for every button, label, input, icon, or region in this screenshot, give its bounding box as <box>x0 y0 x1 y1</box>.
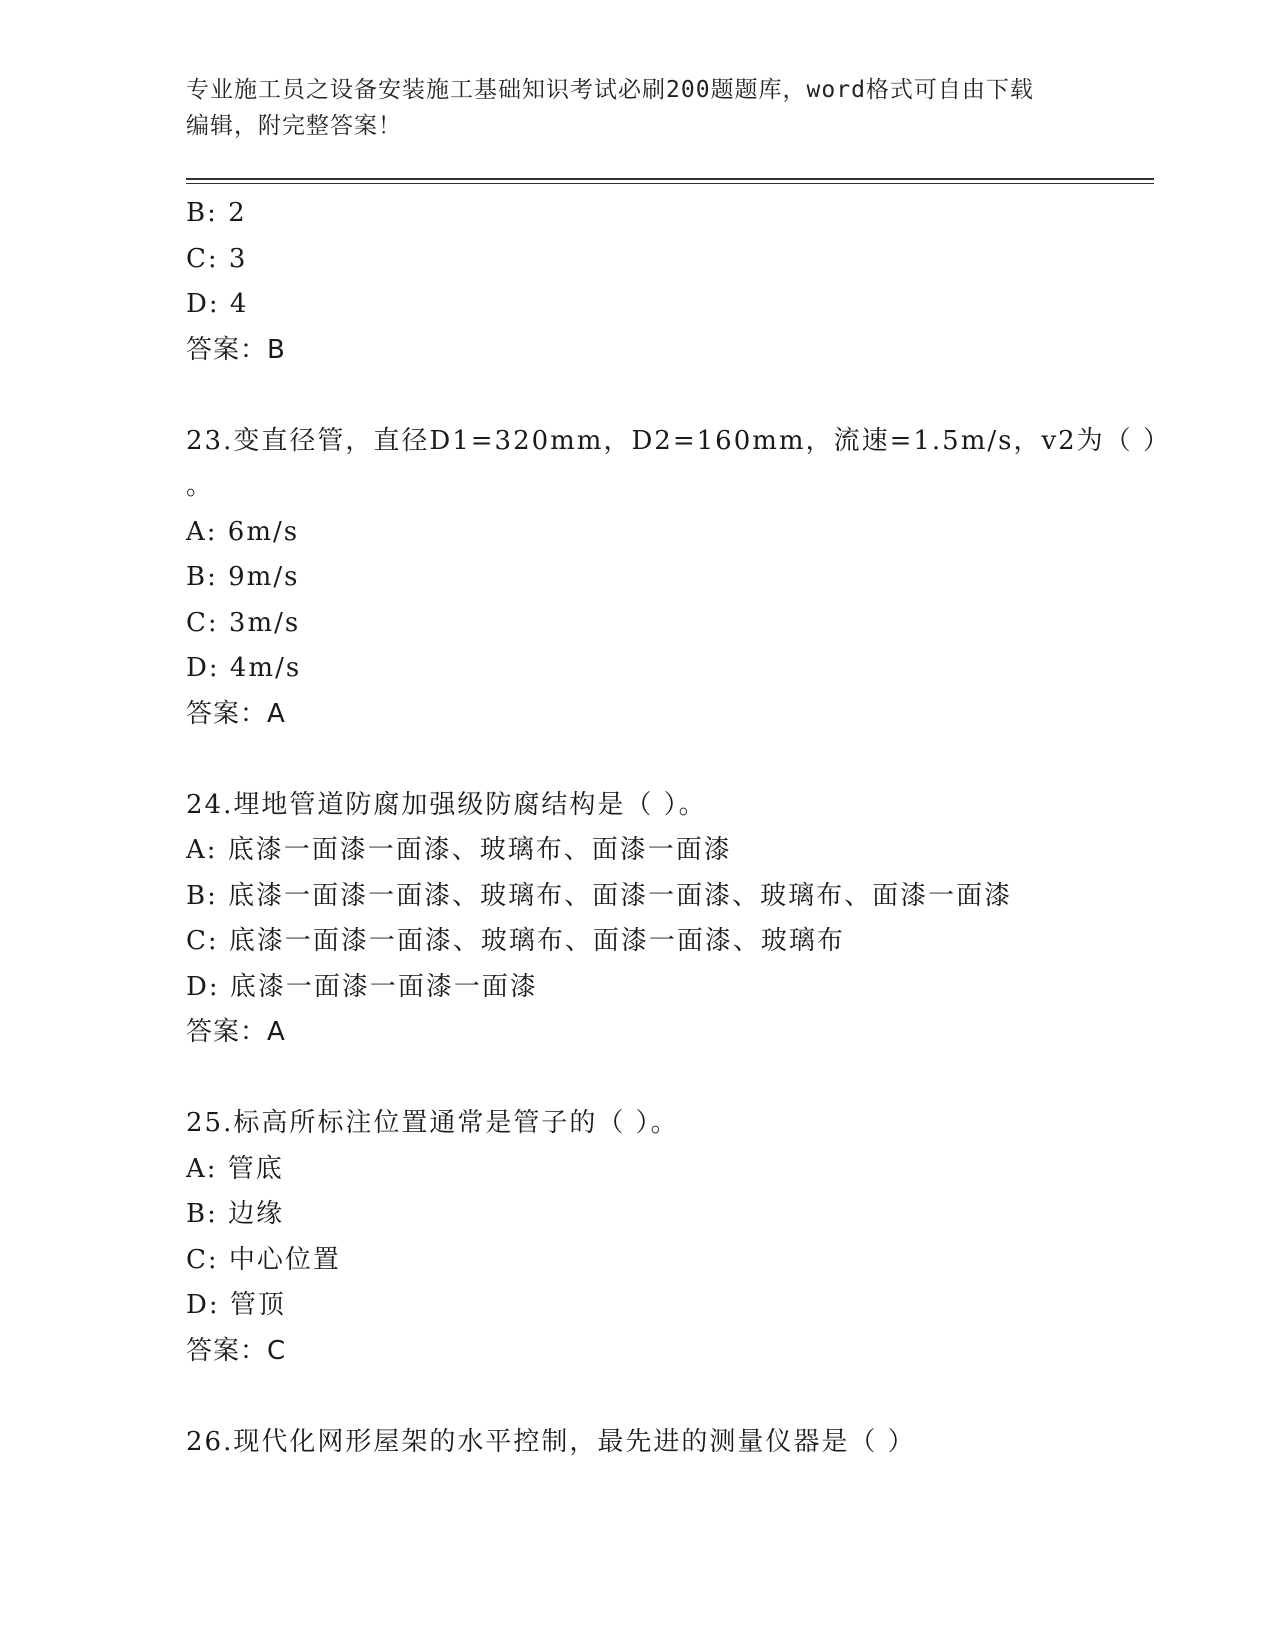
spacer <box>186 1056 1146 1102</box>
option-d: D: 4m/s <box>186 653 302 683</box>
document-header <box>186 72 1066 144</box>
option-a: A: 管底 <box>186 1153 284 1184</box>
option-a: A: 6m/s <box>186 516 300 547</box>
question-26 <box>186 1420 1146 1466</box>
question-stem-continuation: 。 <box>186 471 213 501</box>
header-rule-thin <box>186 183 1154 184</box>
option-d: D: 管顶 <box>186 1290 286 1320</box>
option-c: C: 3 <box>186 243 248 274</box>
question-stem: 25.标高所标注位置通常是管子的（ ）。 <box>186 1108 679 1138</box>
option-a: A: 底漆一面漆一面漆、玻璃布、面漆一面漆 <box>186 835 732 865</box>
header-line-2: 编辑，附完整答案！ <box>186 113 402 139</box>
answer-line: 答案：C <box>186 1335 287 1366</box>
answer-line: 答案：A <box>186 698 286 729</box>
option-c: C: 底漆一面漆一面漆、玻璃布、面漆一面漆、玻璃布 <box>186 926 845 956</box>
option-b: B: 底漆一面漆一面漆、玻璃布、面漆一面漆、玻璃布、面漆一面漆 <box>186 880 1013 911</box>
option-c: C: 3m/s <box>186 607 301 638</box>
spacer <box>186 1374 1146 1420</box>
answer-line: 答案：A <box>186 1017 286 1047</box>
question-25 <box>186 1101 1146 1374</box>
spacer <box>186 737 1146 783</box>
answer-line: 答案：B <box>186 334 286 365</box>
option-b: B: 边缘 <box>186 1199 285 1229</box>
question-24 <box>186 783 1146 1056</box>
option-d: D: 底漆一面漆一面漆一面漆 <box>186 971 538 1002</box>
question-22-tail <box>186 191 1146 373</box>
option-c: C: 中心位置 <box>186 1244 341 1275</box>
question-stem: 24.埋地管道防腐加强级防腐结构是（ ）。 <box>186 789 707 820</box>
question-list <box>186 191 1171 1465</box>
option-d: D: 4 <box>186 289 249 319</box>
option-b: B: 2 <box>186 198 247 228</box>
question-stem: 26.现代化网形屋架的水平控制，最先进的测量仪器是（ ） <box>186 1426 916 1457</box>
header-line-1: 专业施工员之设备安装施工基础知识考试必刷200题题库，word格式可自由下载 <box>186 77 1034 103</box>
question-stem: 23.变直径管，直径D1=320mm，D2=160mm，流速=1.5m/s，v2为（ ） <box>186 425 1171 456</box>
header-rule-thick <box>186 178 1154 180</box>
option-b: B: 9m/s <box>186 562 300 592</box>
question-23 <box>186 419 1171 738</box>
spacer <box>186 373 1146 419</box>
